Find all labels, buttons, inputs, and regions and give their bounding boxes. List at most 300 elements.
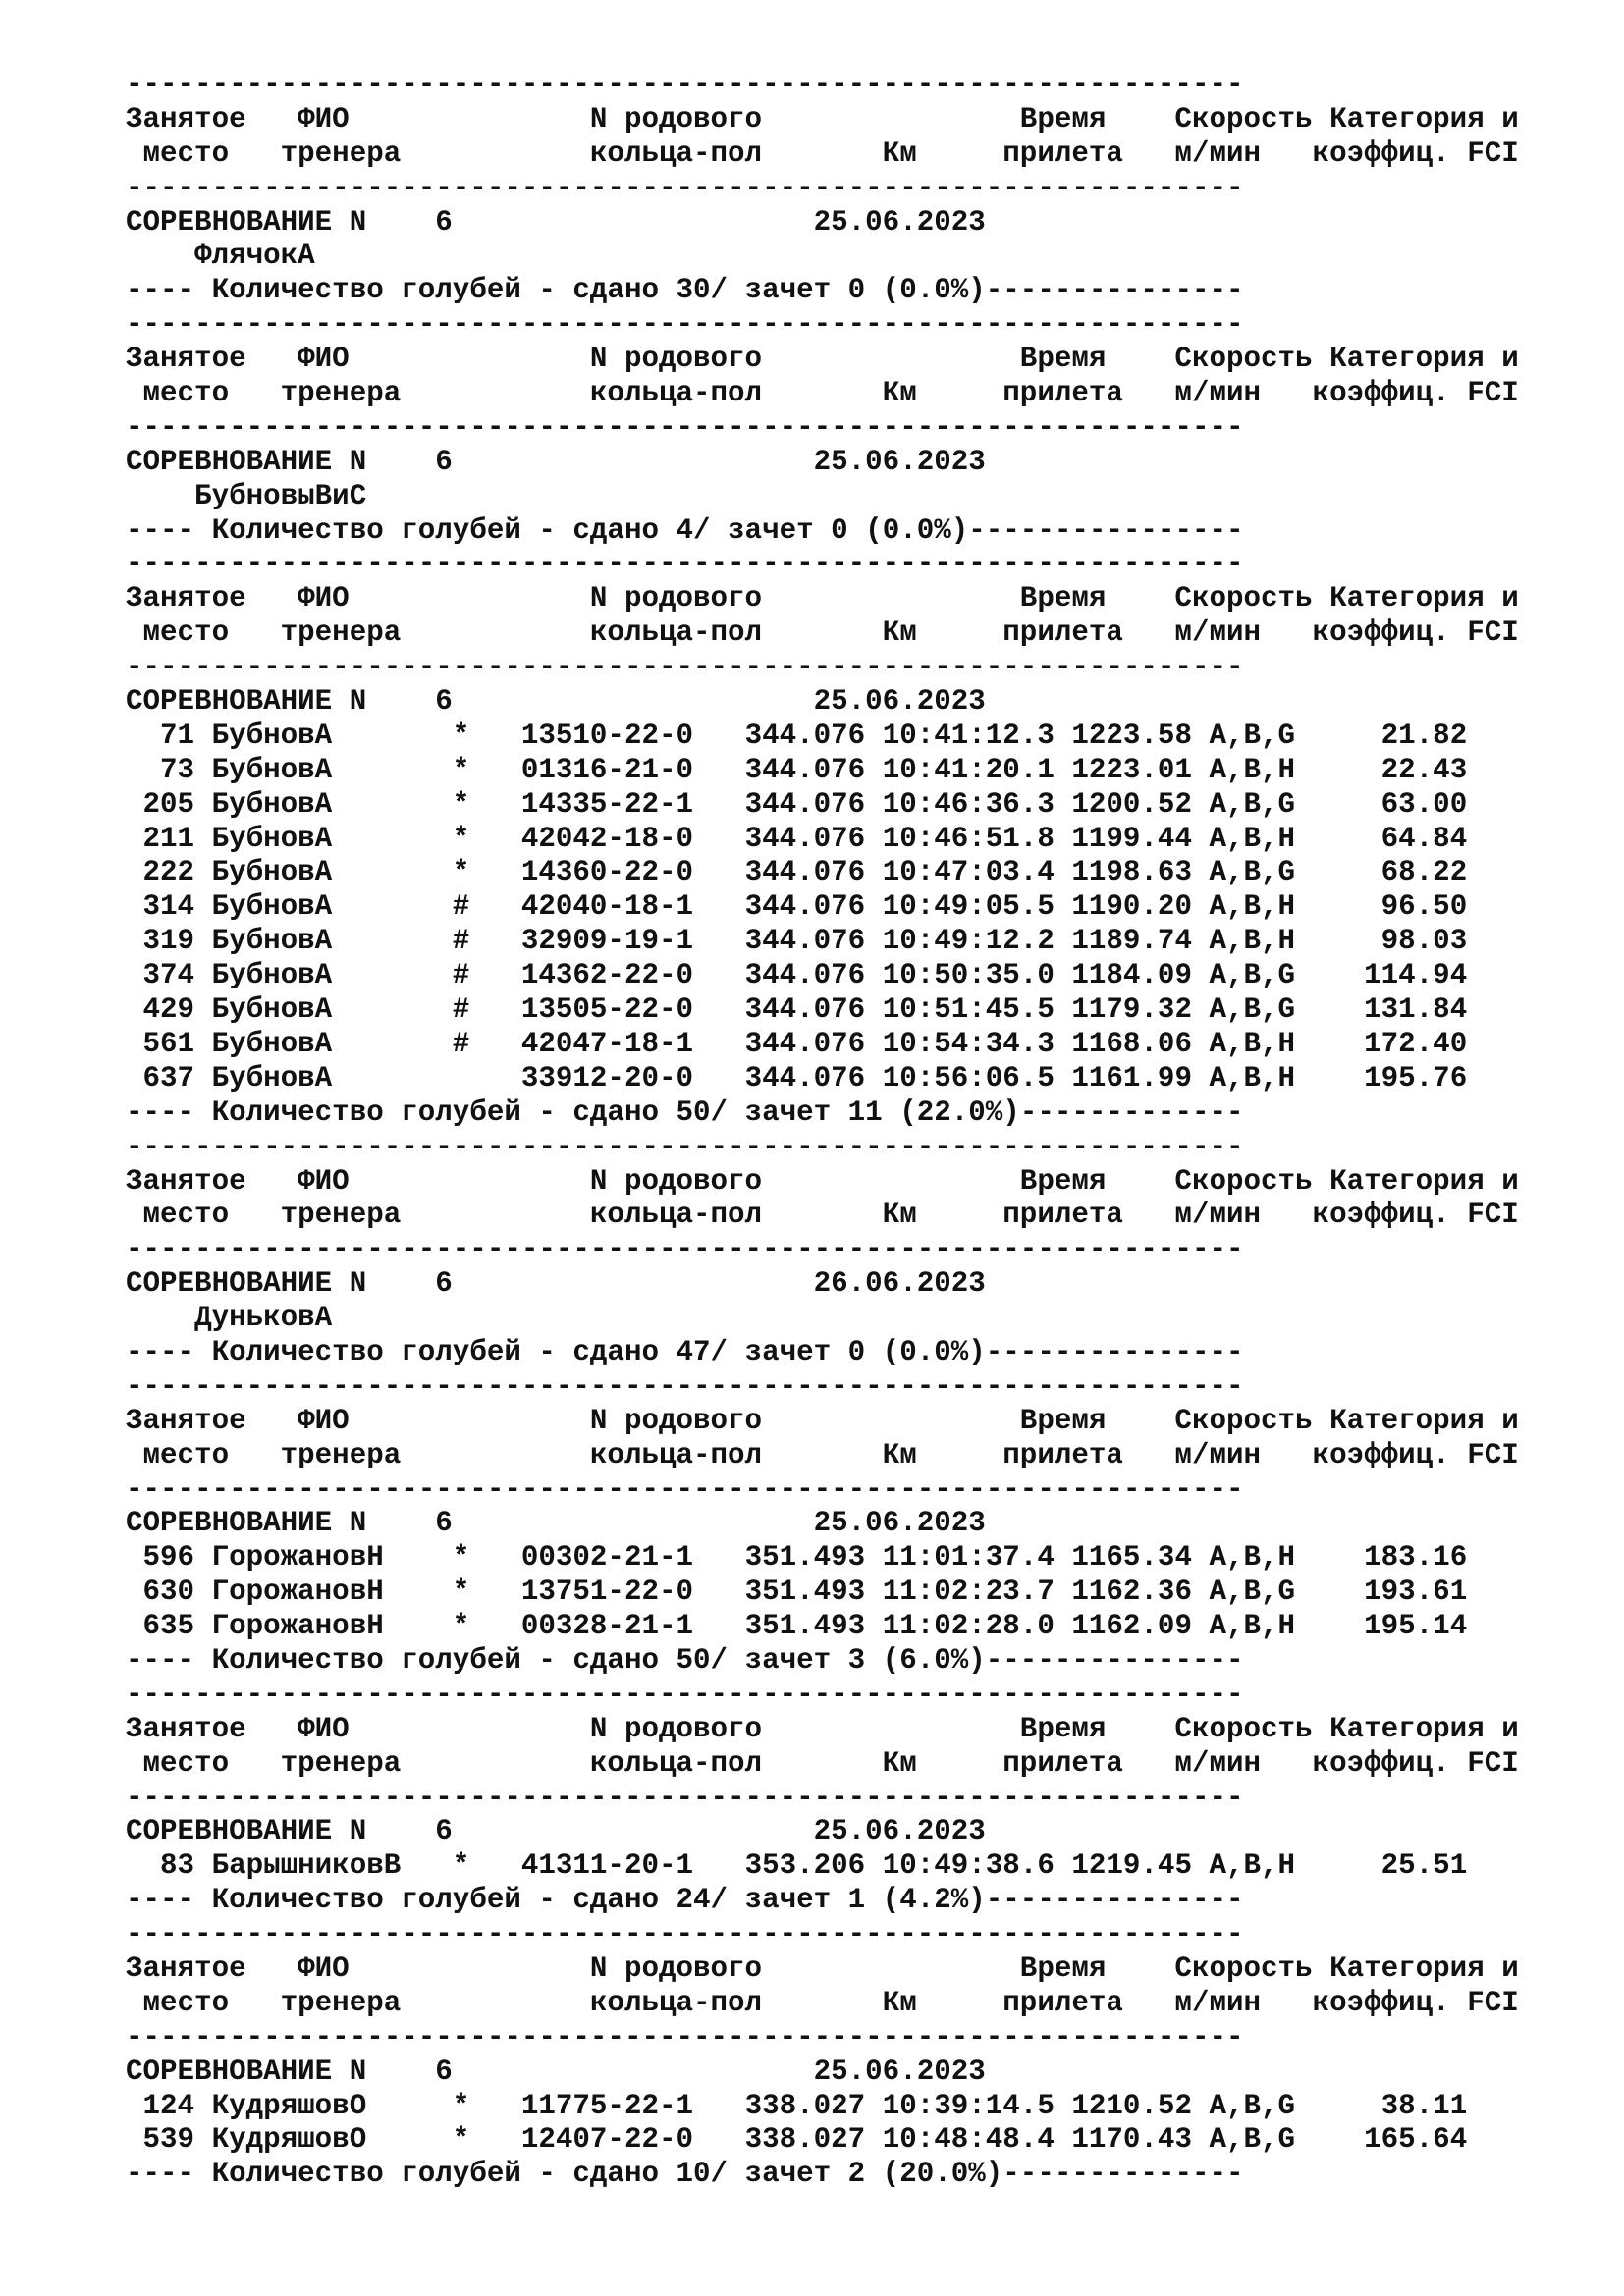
trainer-cell: БубновА: [211, 856, 333, 889]
mark-cell: #: [452, 993, 470, 1027]
ring-cell: 13751-22-0: [520, 1575, 694, 1609]
speed-cell: 1168.06: [1071, 1027, 1192, 1060]
fci-cell: 165.64: [1364, 2123, 1468, 2157]
result-row: [126, 890, 1519, 925]
km-cell: 344.076: [744, 719, 866, 752]
separator-line: [126, 2021, 1519, 2056]
trainer-cell: БарышниковВ: [211, 1849, 402, 1883]
submitted-count: 10: [676, 2158, 711, 2191]
fci-cell: 172.40: [1364, 1027, 1468, 1060]
arrival-time-cell: 10:41:20.1: [882, 753, 1055, 786]
arrival-time-cell: 10:41:12.3: [882, 719, 1055, 752]
trainer-cell: КудряшовО: [211, 2123, 367, 2157]
category-cell: A,B,G: [1209, 959, 1296, 992]
arrival-time-cell: 10:46:36.3: [882, 787, 1055, 821]
credited-count: 0: [847, 274, 866, 307]
competition-line: [126, 206, 1519, 240]
result-row: [126, 1575, 1519, 1610]
credited-percent: 0.0%: [899, 274, 969, 307]
trainer-cell: БубновА: [211, 925, 333, 958]
km-cell: 344.076: [744, 822, 866, 855]
summary-middle: / зачет: [710, 2158, 848, 2191]
credited-percent: 22.0%: [916, 1095, 1003, 1129]
category-cell: A,B,G: [1209, 719, 1296, 752]
arrival-time-cell: 10:47:03.4: [882, 856, 1055, 889]
km-cell: 344.076: [744, 787, 866, 821]
summary-line: ---- Количество голубей - сдано 50/ зачет 3 (6.0%)---------------: [126, 1643, 1244, 1677]
summary-middle: / зачет: [710, 274, 848, 307]
competition-date: 25.06.2023: [813, 1507, 986, 1540]
place-cell: 637: [142, 1061, 195, 1095]
ring-cell: 42040-18-1: [520, 890, 694, 924]
competition-line: [126, 685, 1519, 720]
column-header-text: место тренера кольца-пол Км прилета м/мин коэффиц. FCI: [126, 1438, 1519, 1471]
summary-line: ---- Количество голубей - сдано 30/ зачет 0 (0.0%)---------------: [126, 274, 1244, 307]
separator-rule: -----------------------------------------------------------------: [126, 1233, 1244, 1266]
speed-cell: 1184.09: [1071, 959, 1192, 992]
mark-cell: *: [452, 822, 470, 855]
arrival-time-cell: 10:49:05.5: [882, 890, 1055, 924]
race-results-report: [126, 69, 1519, 2192]
separator-rule: -----------------------------------------------------------------: [126, 308, 1244, 342]
speed-cell: 1198.63: [1071, 856, 1192, 889]
ring-cell: 32909-19-1: [520, 925, 694, 958]
separator-rule: -----------------------------------------------------------------: [126, 1472, 1244, 1506]
column-header-row: [126, 1165, 1519, 1200]
credited-count: 2: [847, 2158, 866, 2191]
speed-cell: 1190.20: [1071, 890, 1192, 924]
column-header-text: Занятое ФИО N родового Время Скорость Категория и: [126, 1404, 1519, 1437]
credited-count: 1: [847, 1884, 866, 1917]
result-row: [126, 788, 1519, 823]
competition-label: СОРЕВНОВАНИЕ N 6: [126, 1815, 453, 1848]
speed-cell: 1200.52: [1071, 787, 1192, 821]
column-header-row: [126, 1405, 1519, 1439]
category-cell: A,B,G: [1209, 787, 1296, 821]
trainer-cell: БубновА: [211, 1061, 333, 1095]
place-cell: 539: [142, 2123, 195, 2157]
fci-cell: 63.00: [1380, 787, 1468, 821]
fci-cell: 38.11: [1380, 2089, 1468, 2122]
result-row: [126, 754, 1519, 788]
mark-cell: #: [452, 1027, 470, 1060]
competition-date: 25.06.2023: [813, 1815, 986, 1848]
fci-cell: 68.22: [1380, 856, 1468, 889]
fci-cell: 183.16: [1364, 1541, 1468, 1575]
column-header-row: [126, 1987, 1519, 2021]
credited-percent: 0.0%: [882, 513, 951, 547]
competition-date: 25.06.2023: [813, 685, 986, 719]
competition-line: [126, 2056, 1519, 2090]
separator-rule: -----------------------------------------------------------------: [126, 1678, 1244, 1711]
result-row: [126, 823, 1519, 857]
separator-line: [126, 651, 1519, 685]
summary-prefix: ---- Количество голубей - сдано: [126, 1643, 677, 1677]
arrival-time-cell: 10:49:12.2: [882, 925, 1055, 958]
speed-cell: 1223.01: [1071, 753, 1192, 786]
fci-cell: 22.43: [1380, 753, 1468, 786]
competition-label: СОРЕВНОВАНИЕ N 6: [126, 445, 453, 478]
separator-line: [126, 1233, 1519, 1267]
trainer-cell: ГорожановН: [211, 1610, 384, 1643]
credited-count: 0: [847, 1335, 866, 1368]
place-cell: 374: [142, 959, 195, 992]
fci-cell: 98.03: [1380, 925, 1468, 958]
separator-line: [126, 1782, 1519, 1816]
separator-rule: -----------------------------------------------------------------: [126, 69, 1244, 101]
fci-cell: 131.84: [1364, 993, 1468, 1027]
mark-cell: *: [452, 1575, 470, 1609]
fci-cell: 25.51: [1380, 1849, 1468, 1883]
fci-cell: 114.94: [1364, 959, 1468, 992]
ring-cell: 42047-18-1: [520, 1027, 694, 1060]
trainer-cell: БубновА: [211, 1027, 333, 1060]
km-cell: 344.076: [744, 753, 866, 786]
separator-line: [126, 548, 1519, 582]
column-header-text: место тренера кольца-пол Км прилета м/мин коэффиц. FCI: [126, 1746, 1519, 1780]
km-cell: 338.027: [744, 2089, 866, 2122]
column-header-text: Занятое ФИО N родового Время Скорость Категория и: [126, 102, 1519, 135]
category-cell: A,B,H: [1209, 753, 1296, 786]
arrival-time-cell: 10:49:38.6: [882, 1849, 1055, 1883]
summary-rule: ---------------: [985, 1643, 1244, 1677]
km-cell: 344.076: [744, 856, 866, 889]
column-header-row: [126, 343, 1519, 377]
place-cell: 630: [142, 1575, 195, 1609]
km-cell: 344.076: [744, 959, 866, 992]
summary-middle: / зачет: [693, 513, 832, 547]
trainer-cell: БубновА: [211, 719, 333, 752]
mark-cell: *: [452, 1541, 470, 1575]
trainer-line: [126, 240, 1519, 274]
ring-cell: 13505-22-0: [520, 993, 694, 1027]
km-cell: 351.493: [744, 1610, 866, 1643]
competition-date: 25.06.2023: [813, 205, 986, 239]
column-header-row: [126, 1952, 1519, 1987]
category-cell: A,B,H: [1209, 1541, 1296, 1575]
category-cell: A,B,H: [1209, 1027, 1296, 1060]
result-row: [126, 1610, 1519, 1644]
km-cell: 353.206: [744, 1849, 866, 1883]
result-row: [126, 1062, 1519, 1096]
place-cell: 71: [160, 719, 195, 752]
submitted-count: 4: [676, 513, 694, 547]
summary-middle: / зачет: [710, 1335, 848, 1368]
summary-middle: / зачет: [710, 1643, 848, 1677]
summary-rule: ---------------: [985, 274, 1244, 307]
mark-cell: *: [452, 2089, 470, 2122]
category-cell: A,B,H: [1209, 890, 1296, 924]
km-cell: 338.027: [744, 2123, 866, 2157]
competition-label: СОРЕВНОВАНИЕ N 6: [126, 2055, 453, 2088]
separator-rule: -----------------------------------------------------------------: [126, 1781, 1244, 1814]
result-row: [126, 925, 1519, 959]
km-cell: 351.493: [744, 1541, 866, 1575]
credited-count: 3: [847, 1643, 866, 1677]
result-row: [126, 1541, 1519, 1575]
column-header-row: [126, 1199, 1519, 1233]
column-header-text: Занятое ФИО N родового Время Скорость Категория и: [126, 582, 1519, 615]
result-row: [126, 993, 1519, 1028]
category-cell: A,B,H: [1209, 1061, 1296, 1095]
summary-prefix: ---- Количество голубей - сдано: [126, 274, 677, 307]
place-cell: 222: [142, 856, 195, 889]
km-cell: 344.076: [744, 993, 866, 1027]
competition-line: [126, 1815, 1519, 1849]
fci-cell: 195.76: [1364, 1061, 1468, 1095]
competition-label: СОРЕВНОВАНИЕ N 6: [126, 1267, 453, 1301]
ring-cell: 01316-21-0: [520, 753, 694, 786]
trainer-line: [126, 1302, 1519, 1336]
mark-cell: *: [452, 1849, 470, 1883]
submitted-count: 24: [676, 1884, 711, 1917]
result-row: [126, 959, 1519, 993]
summary-rule: ----------------: [968, 513, 1244, 547]
speed-cell: 1162.36: [1071, 1575, 1192, 1609]
submitted-count: 50: [676, 1643, 711, 1677]
arrival-time-cell: 10:51:45.5: [882, 993, 1055, 1027]
column-header-text: Занятое ФИО N родового Время Скорость Категория и: [126, 343, 1519, 376]
place-cell: 635: [142, 1610, 195, 1643]
trainer-cell: КудряшовО: [211, 2089, 367, 2122]
category-cell: A,B,H: [1209, 822, 1296, 855]
arrival-time-cell: 10:54:34.3: [882, 1027, 1055, 1060]
column-header-text: Занятое ФИО N родового Время Скорость Категория и: [126, 1712, 1519, 1745]
fci-cell: 195.14: [1364, 1610, 1468, 1643]
summary-middle: / зачет: [710, 1884, 848, 1917]
separator-line: [126, 1473, 1519, 1508]
result-row: [126, 1849, 1519, 1884]
mark-cell: *: [452, 856, 470, 889]
competition-line: [126, 1507, 1519, 1541]
category-cell: A,B,G: [1209, 856, 1296, 889]
column-header-row: [126, 137, 1519, 172]
mark-cell: #: [452, 959, 470, 992]
speed-cell: 1165.34: [1071, 1541, 1192, 1575]
summary-rule: ---------------: [985, 1884, 1244, 1917]
separator-rule: -----------------------------------------------------------------: [126, 651, 1244, 684]
summary-line: ---- Количество голубей - сдано 10/ зачет 2 (20.0%)--------------: [126, 2158, 1244, 2191]
speed-cell: 1199.44: [1071, 822, 1192, 855]
result-row: [126, 856, 1519, 890]
summary-rule: ---------------: [985, 1335, 1244, 1368]
separator-rule: -----------------------------------------------------------------: [126, 1130, 1244, 1163]
trainer-name: ФлячокА: [194, 240, 315, 273]
speed-cell: 1219.45: [1071, 1849, 1192, 1883]
place-cell: 429: [142, 993, 195, 1027]
separator-line: [126, 1370, 1519, 1405]
category-cell: A,B,H: [1209, 925, 1296, 958]
column-header-row: [126, 103, 1519, 137]
separator-rule: -----------------------------------------------------------------: [126, 1918, 1244, 1951]
separator-line: [126, 1918, 1519, 1952]
competition-date: 26.06.2023: [813, 1267, 986, 1301]
category-cell: A,B,G: [1209, 993, 1296, 1027]
ring-cell: 00328-21-1: [520, 1610, 694, 1643]
column-header-text: место тренера кольца-пол Км прилета м/мин коэффиц. FCI: [126, 377, 1519, 410]
place-cell: 596: [142, 1541, 195, 1575]
trainer-line: [126, 480, 1519, 514]
credited-percent: 0.0%: [899, 1335, 969, 1368]
ring-cell: 14360-22-0: [520, 856, 694, 889]
competition-date: 25.06.2023: [813, 445, 986, 478]
fci-cell: 193.61: [1364, 1575, 1468, 1609]
fci-cell: 64.84: [1380, 822, 1468, 855]
fci-cell: 21.82: [1380, 719, 1468, 752]
trainer-cell: ГорожановН: [211, 1575, 384, 1609]
summary-line: ---- Количество голубей - сдано 47/ зачет 0 (0.0%)---------------: [126, 1335, 1244, 1368]
submitted-count: 47: [676, 1335, 711, 1368]
column-header-text: Занятое ФИО N родового Время Скорость Категория и: [126, 1951, 1519, 1985]
separator-line: [126, 411, 1519, 446]
column-header-text: место тренера кольца-пол Км прилета м/мин коэффиц. FCI: [126, 1199, 1519, 1232]
km-cell: 344.076: [744, 1061, 866, 1095]
place-cell: 83: [160, 1849, 195, 1883]
mark-cell: *: [452, 753, 470, 786]
place-cell: 319: [142, 925, 195, 958]
credited-count: 0: [831, 513, 848, 547]
separator-rule: -----------------------------------------------------------------: [126, 548, 1244, 581]
trainer-cell: БубновА: [211, 959, 333, 992]
arrival-time-cell: 11:01:37.4: [882, 1541, 1055, 1575]
separator-rule: -----------------------------------------------------------------: [126, 410, 1244, 444]
separator-line: [126, 1131, 1519, 1165]
competition-label: СОРЕВНОВАНИЕ N 6: [126, 205, 453, 239]
trainer-name: БубновыВиС: [194, 479, 367, 512]
place-cell: 205: [142, 787, 195, 821]
summary-rule: --------------: [1002, 2158, 1244, 2191]
column-header-text: место тренера кольца-пол Км прилета м/мин коэффиц. FCI: [126, 1986, 1519, 2019]
summary-prefix: ---- Количество голубей - сдано: [126, 1095, 677, 1129]
mark-cell: *: [452, 1610, 470, 1643]
speed-cell: 1170.43: [1071, 2123, 1192, 2157]
separator-rule: -----------------------------------------------------------------: [126, 2020, 1244, 2054]
separator-rule: -----------------------------------------------------------------: [126, 1369, 1244, 1403]
trainer-cell: ГорожановН: [211, 1541, 384, 1575]
credited-percent: 20.0%: [899, 2158, 986, 2191]
column-header-text: место тренера кольца-пол Км прилета м/мин коэффиц. FCI: [126, 136, 1519, 170]
ring-cell: 33912-20-0: [520, 1061, 694, 1095]
speed-cell: 1189.74: [1071, 925, 1192, 958]
summary-prefix: ---- Количество голубей - сдано: [126, 1335, 677, 1368]
ring-cell: 00302-21-1: [520, 1541, 694, 1575]
column-header-row: [126, 616, 1519, 651]
speed-cell: 1161.99: [1071, 1061, 1192, 1095]
speed-cell: 1210.52: [1071, 2089, 1192, 2122]
place-cell: 314: [142, 890, 195, 924]
mark-cell: *: [452, 719, 470, 752]
km-cell: 344.076: [744, 925, 866, 958]
speed-cell: 1162.09: [1071, 1610, 1192, 1643]
category-cell: A,B,H: [1209, 1610, 1296, 1643]
mark-cell: *: [452, 2123, 470, 2157]
result-row: [126, 1028, 1519, 1062]
place-cell: 124: [142, 2089, 195, 2122]
ring-cell: 11775-22-1: [520, 2089, 694, 2122]
column-header-row: [126, 1747, 1519, 1782]
speed-cell: 1223.58: [1071, 719, 1192, 752]
submitted-count: 50: [676, 1095, 711, 1129]
summary-prefix: ---- Количество голубей - сдано: [126, 2158, 677, 2191]
summary-prefix: ---- Количество голубей - сдано: [126, 513, 677, 547]
credited-percent: 6.0%: [899, 1643, 969, 1677]
category-cell: A,B,G: [1209, 2089, 1296, 2122]
competition-label: СОРЕВНОВАНИЕ N 6: [126, 685, 453, 719]
arrival-time-cell: 10:46:51.8: [882, 822, 1055, 855]
arrival-time-cell: 11:02:23.7: [882, 1575, 1055, 1609]
trainer-cell: БубновА: [211, 993, 333, 1027]
ring-cell: 13510-22-0: [520, 719, 694, 752]
competition-label: СОРЕВНОВАНИЕ N 6: [126, 1507, 453, 1540]
arrival-time-cell: 10:39:14.5: [882, 2089, 1055, 2122]
separator-line: [126, 308, 1519, 343]
ring-cell: 42042-18-0: [520, 822, 694, 855]
fci-cell: 96.50: [1380, 890, 1468, 924]
separator-rule: -----------------------------------------------------------------: [126, 171, 1244, 204]
summary-line: ---- Количество голубей - сдано 4/ зачет 0 (0.0%)----------------: [126, 513, 1244, 547]
km-cell: 344.076: [744, 1027, 866, 1060]
summary-line: ---- Количество голубей - сдано 24/ зачет 1 (4.2%)---------------: [126, 1884, 1244, 1917]
separator-line: [126, 1679, 1519, 1713]
column-header-row: [126, 1439, 1519, 1473]
trainer-cell: БубновА: [211, 822, 333, 855]
column-header-text: место тренера кольца-пол Км прилета м/мин коэффиц. FCI: [126, 616, 1519, 650]
result-row: [126, 2123, 1519, 2158]
place-cell: 561: [142, 1027, 195, 1060]
column-header-text: Занятое ФИО N родового Время Скорость Категория и: [126, 1164, 1519, 1198]
summary-line: ---- Количество голубей - сдано 50/ зачет 11 (22.0%)-------------: [126, 1095, 1244, 1129]
arrival-time-cell: 10:48:48.4: [882, 2123, 1055, 2157]
category-cell: A,B,H: [1209, 1849, 1296, 1883]
summary-rule: -------------: [1019, 1095, 1244, 1129]
summary-middle: / зачет: [710, 1095, 848, 1129]
mark-cell: [453, 1062, 470, 1095]
column-header-row: [126, 1713, 1519, 1747]
column-header-row: [126, 377, 1519, 411]
trainer-cell: БубновА: [211, 890, 333, 924]
summary-prefix: ---- Количество голубей - сдано: [126, 1884, 677, 1917]
speed-cell: 1179.32: [1071, 993, 1192, 1027]
ring-cell: 12407-22-0: [520, 2123, 694, 2157]
arrival-time-cell: 11:02:28.0: [882, 1610, 1055, 1643]
result-row: [126, 720, 1519, 754]
trainer-cell: БубновА: [211, 787, 333, 821]
ring-cell: 14335-22-1: [520, 787, 694, 821]
km-cell: 351.493: [744, 1575, 866, 1609]
ring-cell: 14362-22-0: [520, 959, 694, 992]
ring-cell: 41311-20-1: [520, 1849, 694, 1883]
km-cell: 344.076: [744, 890, 866, 924]
competition-date: 25.06.2023: [813, 2055, 986, 2088]
separator-line: [126, 172, 1519, 206]
column-header-row: [126, 582, 1519, 616]
mark-cell: *: [452, 787, 470, 821]
trainer-name: ДуньковА: [194, 1302, 333, 1335]
arrival-time-cell: 10:56:06.5: [882, 1061, 1055, 1095]
competition-line: [126, 446, 1519, 480]
result-row: [126, 2090, 1519, 2124]
separator-line: [126, 69, 1519, 103]
mark-cell: #: [452, 925, 470, 958]
credited-count: 11: [847, 1095, 883, 1129]
place-cell: 73: [160, 753, 195, 786]
submitted-count: 30: [676, 274, 711, 307]
competition-line: [126, 1267, 1519, 1302]
category-cell: A,B,G: [1209, 2123, 1296, 2157]
arrival-time-cell: 10:50:35.0: [882, 959, 1055, 992]
category-cell: A,B,G: [1209, 1575, 1296, 1609]
mark-cell: #: [452, 890, 470, 924]
